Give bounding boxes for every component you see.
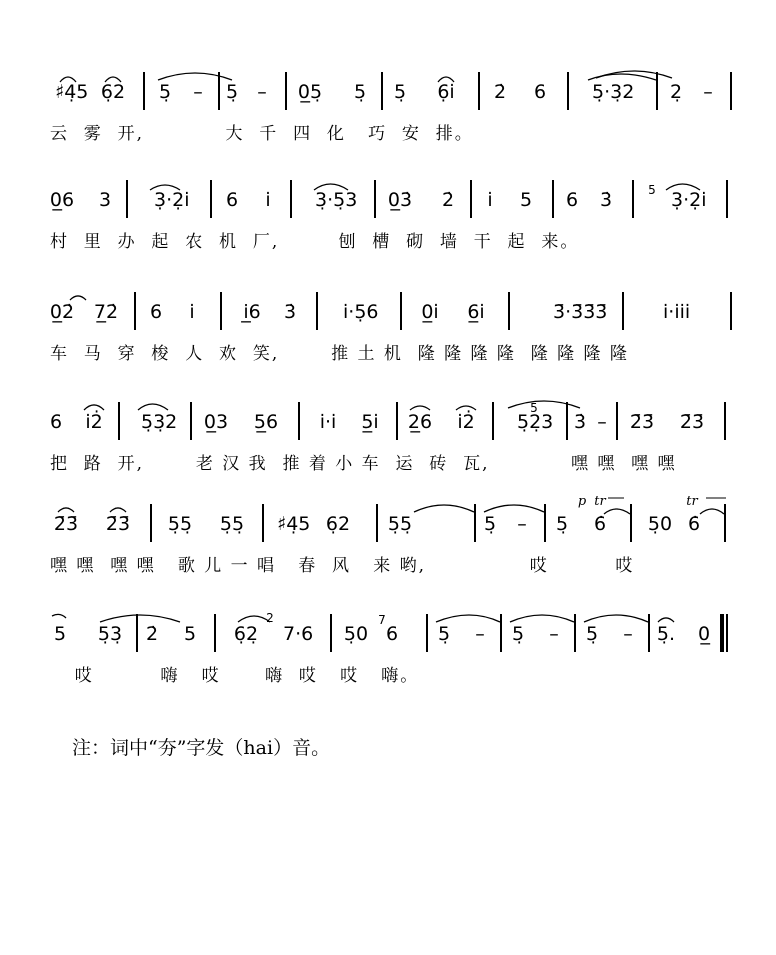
- note: 5: [53, 623, 67, 645]
- note: 5̣: [437, 623, 451, 645]
- note: 5̣5̣: [167, 513, 193, 535]
- note: i̇·i̇i̇i̇: [663, 301, 691, 323]
- note: 6̣2̣: [233, 623, 259, 645]
- note: 2̄3̄: [105, 513, 131, 535]
- note: –: [703, 81, 713, 103]
- score-system-2: [0, 178, 776, 278]
- note: 3̇: [283, 301, 297, 323]
- note: 5: [519, 189, 533, 211]
- note: 6̣i̇: [437, 81, 455, 103]
- note: 2̣: [669, 81, 683, 103]
- note: 5̣: [555, 513, 569, 535]
- slurs: [0, 612, 776, 656]
- lyric-line: 车 马 穿 梭 人 欢 笑, 推 土 机 隆 隆 隆 隆 隆 隆 隆 隆: [50, 344, 629, 364]
- note: 0̲3: [203, 411, 229, 433]
- note: 6̲i̇: [467, 301, 485, 323]
- note: 3̄·3̄3̄3̄: [553, 301, 608, 323]
- note: 2̇: [493, 81, 507, 103]
- note: 5̣5̣: [387, 513, 413, 535]
- slurs: [0, 70, 776, 114]
- note: 0̲i̇: [421, 301, 439, 323]
- note: i̇: [189, 301, 195, 323]
- note: 3̣·5̣3: [315, 189, 358, 211]
- note: 6: [385, 623, 399, 645]
- note: 5̣: [225, 81, 239, 103]
- note: 3̣·2̣i̇: [154, 189, 190, 211]
- note: 6̣2: [325, 513, 351, 535]
- note: 5̣: [393, 81, 407, 103]
- notes-row: [0, 70, 776, 114]
- note: 5̣: [585, 623, 599, 645]
- note: i̇·5̣6: [343, 301, 379, 323]
- score-system-1: [0, 70, 776, 170]
- slurs: [0, 400, 776, 444]
- score-system-6: [0, 612, 776, 712]
- score-system-4: [0, 400, 776, 500]
- note: i̲6: [243, 301, 261, 323]
- note: 6: [49, 411, 63, 433]
- note: 3̣·2̣i̇: [671, 189, 707, 211]
- note: 5̣5̣: [219, 513, 245, 535]
- note: –: [257, 81, 267, 103]
- note: 0̲: [697, 623, 711, 645]
- grace-note: 5: [648, 183, 656, 197]
- note: 6: [149, 301, 163, 323]
- lyric-line: 嘿 嘿 嘿 嘿 歌 儿 一 唱 春 风 来 哟, 哎 哎: [50, 556, 635, 576]
- score-system-3: [0, 290, 776, 390]
- note: 7·6: [283, 623, 314, 645]
- note: 0̲3̇: [387, 189, 413, 211]
- note: 6̣2: [100, 81, 126, 103]
- slurs: [0, 290, 776, 334]
- note: –: [623, 623, 633, 645]
- lyric-line: 村 里 办 起 农 机 厂, 刨 槽 砌 墙 干 起 来。: [50, 232, 580, 252]
- note: 6: [533, 81, 547, 103]
- note: 0̲6: [49, 189, 75, 211]
- note: 5̣: [483, 513, 497, 535]
- notes-row: [0, 400, 776, 444]
- score-system-5: [0, 494, 776, 602]
- note: 3: [98, 189, 112, 211]
- note: –: [517, 513, 527, 535]
- note: 5: [183, 623, 197, 645]
- lyric-line: 哎 嗨 哎 嗨 哎 哎 嗨。: [60, 666, 420, 686]
- note: 5̣·3̣2: [592, 81, 635, 103]
- note: 5̣: [353, 81, 367, 103]
- note: 6̇: [687, 513, 701, 535]
- note: 3̇: [599, 189, 613, 211]
- note: 5̣3̣: [97, 623, 123, 645]
- trill-mark: tr: [686, 494, 698, 509]
- note: 2̄3̄: [679, 411, 705, 433]
- note: 5̲i̇: [361, 411, 379, 433]
- note: ♯4̣5: [277, 513, 311, 535]
- note: 5̣: [158, 81, 172, 103]
- grace-note: 5: [530, 401, 538, 415]
- note: 5̣.: [656, 623, 676, 645]
- notes-row: [0, 178, 776, 222]
- note: 6: [225, 189, 239, 211]
- note: 7̲2̇: [93, 301, 119, 323]
- notes-row: [0, 494, 776, 546]
- note: 2̇: [145, 623, 159, 645]
- note: i̇·i̇: [319, 411, 337, 433]
- note: 3̇: [573, 411, 587, 433]
- note: –: [193, 81, 203, 103]
- lyric-line: 把 路 开, 老 汉 我 推 着 小 车 运 砖 瓦, 嘿 嘿 嘿 嘿: [50, 454, 677, 474]
- note: 6: [565, 189, 579, 211]
- note: 5̣3̣2: [141, 411, 178, 433]
- note: 2̲6: [407, 411, 433, 433]
- note: i̇: [487, 189, 493, 211]
- note: i̇2̇: [85, 411, 103, 433]
- dynamic-p: p: [577, 494, 587, 509]
- note: 2̄3̄: [629, 411, 655, 433]
- note: 6̇: [593, 513, 607, 535]
- note: 5̣0: [343, 623, 369, 645]
- note: 2̄3̄: [53, 513, 79, 535]
- note: –: [549, 623, 559, 645]
- note: –: [597, 411, 607, 433]
- note: i̇: [265, 189, 271, 211]
- grace-note: 2: [266, 611, 274, 625]
- note: 0̲2̇: [49, 301, 75, 323]
- footnote: 注：词中“夯”字发（hai）音。: [72, 737, 331, 759]
- note: 0̲5̣: [297, 81, 323, 103]
- note: 5̣: [511, 623, 525, 645]
- grace-note: 7: [378, 613, 386, 627]
- notes-row: [0, 290, 776, 334]
- note: 2̇: [441, 189, 455, 211]
- note: 5̣2̣3: [517, 411, 554, 433]
- slurs: [0, 502, 776, 546]
- trill-mark: tr: [594, 494, 606, 509]
- notes-row: [0, 612, 776, 656]
- note: ♯4̣5: [55, 81, 89, 103]
- note: 5̲6: [253, 411, 279, 433]
- note: –: [475, 623, 485, 645]
- note: i̇2̇: [457, 411, 475, 433]
- lyric-line: 云 雾 开, 大 千 四 化 巧 安 排。: [50, 124, 474, 144]
- note: 5̣0: [647, 513, 673, 535]
